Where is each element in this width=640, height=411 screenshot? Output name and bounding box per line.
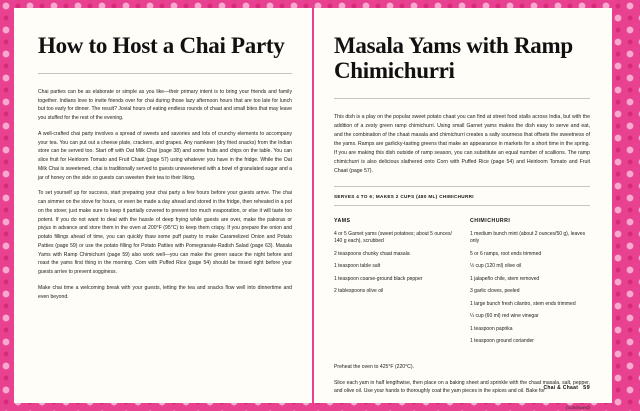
left-paragraph-4: Make chai time a welcoming break with your guests, letting the tea and snacks flow well into dinnertime and even beyond. — [38, 284, 292, 300]
recipe-yield: SERVES 4 TO 6; MAKES 2 CUPS (480 ML) CHIMICHURRI — [334, 186, 590, 206]
ingredient-heading-yams: YAMS — [334, 217, 351, 224]
recipe-method — [334, 363, 590, 396]
page-title-left: How to Host a Chai Party — [38, 33, 285, 58]
list-item: 1 medium bunch mint (about 2 ounces/50 g), leaves only — [470, 230, 586, 245]
footer-page-number: 59 — [583, 385, 590, 391]
left-paragraph-3: To set yourself up for success, start preparing your chai party a few hours before your guests arrive. The chai can simmer on the stove for hours, or even be made a day ahead and stored in the fridge, then reheated in a pot on the stove; just make sure to keep it partially covered to prevent too much evaporation, or else it will taste too potent. If you do not want to deal with the hassle of deep frying while guests are over, make the pakoras or pivjus in advance and store them in the oven at 200°F (95°C) to keep them crispy. If you prepare the onion and potato fillings ahead of time, you can quickly thaw some puff pastry to make Caramelized Onion and Potato Patties (page 59) or use the potato filling for Potato Patties with Pomegranate-Radish Salad (page 63). Masala Yams with Ramp Chimichurri (page 59) also work well—you can make the green sauce the night before and roast the yams first thing in the morning. Corn with Puffed Rice (page 54) should be rinsed right before your guests arrive to prevent sogginess. — [38, 190, 292, 276]
ingredient-column-chimichurri — [470, 218, 590, 351]
left-page — [14, 8, 312, 403]
list-item: 4 or 5 Garnet yams (sweet potatoes; about 5 ounces/ 140 g each), scrubbed — [334, 230, 452, 245]
title-divider-right — [334, 98, 590, 99]
list-item: 1 teaspoon coarse-ground black pepper — [334, 275, 423, 282]
list-item: ½ cup (120 ml) olive oil — [470, 263, 522, 270]
list-item: 2 teaspoons chunky chaat masala — [334, 250, 410, 257]
list-item: 1 teaspoon paprika — [470, 325, 513, 332]
list-item: 1 teaspoon table salt — [334, 263, 381, 270]
ingredient-heading-chimichurri: CHIMICHURRI — [470, 217, 511, 224]
page-footer — [543, 385, 590, 391]
continued-label: (continued) — [566, 406, 590, 411]
list-item: 1 jalapeño chile, stem removed — [470, 275, 540, 282]
list-item: 1 teaspoon ground coriander — [470, 338, 534, 345]
list-item: 3 garlic cloves, peeled — [470, 288, 520, 295]
ingredient-list-chimichurri — [470, 231, 590, 346]
method-step-2: Slice each yam in half lengthwise, then place on a baking sheet and sprinkle with the chaat masala, salt, pepper, and olive oil. Use your hands to thoroughly coat the yam pieces in the spices and oil. Bake for — [334, 379, 590, 395]
recipe-intro: This dish is a play on the popular sweet potato chaat you can find at street food stalls across India, but with the addition of a zesty green ramp chimichurri. Using small Garnet yams makes the dish easy to serve and eat, and the combination of the chaat masala and chimichurri creates a salty sourness that offsets the sweetness of the yams. Ramps are garlicky-tasting greens that make an appearance in markets for a short time in the spring. If you are making this dish outside of ramp season, you can substitute an equal number of scallions. The ramp chimichurri is also delicious slathered onto Corn with Puffed Rice (page 54) and Heirloom Tomato and Fruit Chaat (page 57). — [334, 113, 590, 174]
title-divider — [38, 73, 292, 74]
page-title-right: Masala Yams with Ramp Chimichurri — [334, 33, 573, 83]
footer-chapter: Chai & Chaat — [543, 385, 579, 391]
left-paragraph-2: A well-crafted chai party involves a spread of sweets and savories and lots of crunchy elements to accompany your tea. You can put out a cheese plate, crackers, and grapes. Any namkeen (dry fried snacks) from the Indian store can be served too. Start off with Oat Milk Chai (page 38) and some fruits and chips on the table. You can slice fruit for Heirloom Tomato and Fruit Chaat (page 57) using whatever you have in the fridge. While the Oat Milk Chai is sweetened, chai is traditionally served to guests unsweetened with a bowl of granulated sugar and a jar of honey on the side so guests can sweeten their tea to their liking. — [38, 130, 292, 181]
ingredient-list-yams — [334, 231, 454, 296]
method-step-1: Preheat the oven to 425°F (220°C). — [334, 363, 414, 370]
list-item: ¼ cup (60 ml) red wine vinegar — [470, 313, 539, 320]
list-item: 1 large bunch fresh cilantro, stem ends trimmed — [470, 300, 576, 307]
list-item: 2 tablespoons olive oil — [334, 288, 384, 295]
list-item: 5 or 6 ramps, root ends trimmed — [470, 250, 542, 257]
ingredient-columns — [334, 218, 590, 351]
ingredient-column-yams — [334, 218, 454, 351]
left-paragraph-1: Chai parties can be as elaborate or simple as you like—their primary intent is to bring your friends and family together. Indians love to invite friends over for chai during those lazy afternoon hours that are too late for lunch but too early for dinner. The result? Jovial hours of eating endless rounds of chaat and small bites that may leave you stuffed for the rest of the evening. — [38, 88, 292, 122]
right-page — [314, 8, 612, 411]
